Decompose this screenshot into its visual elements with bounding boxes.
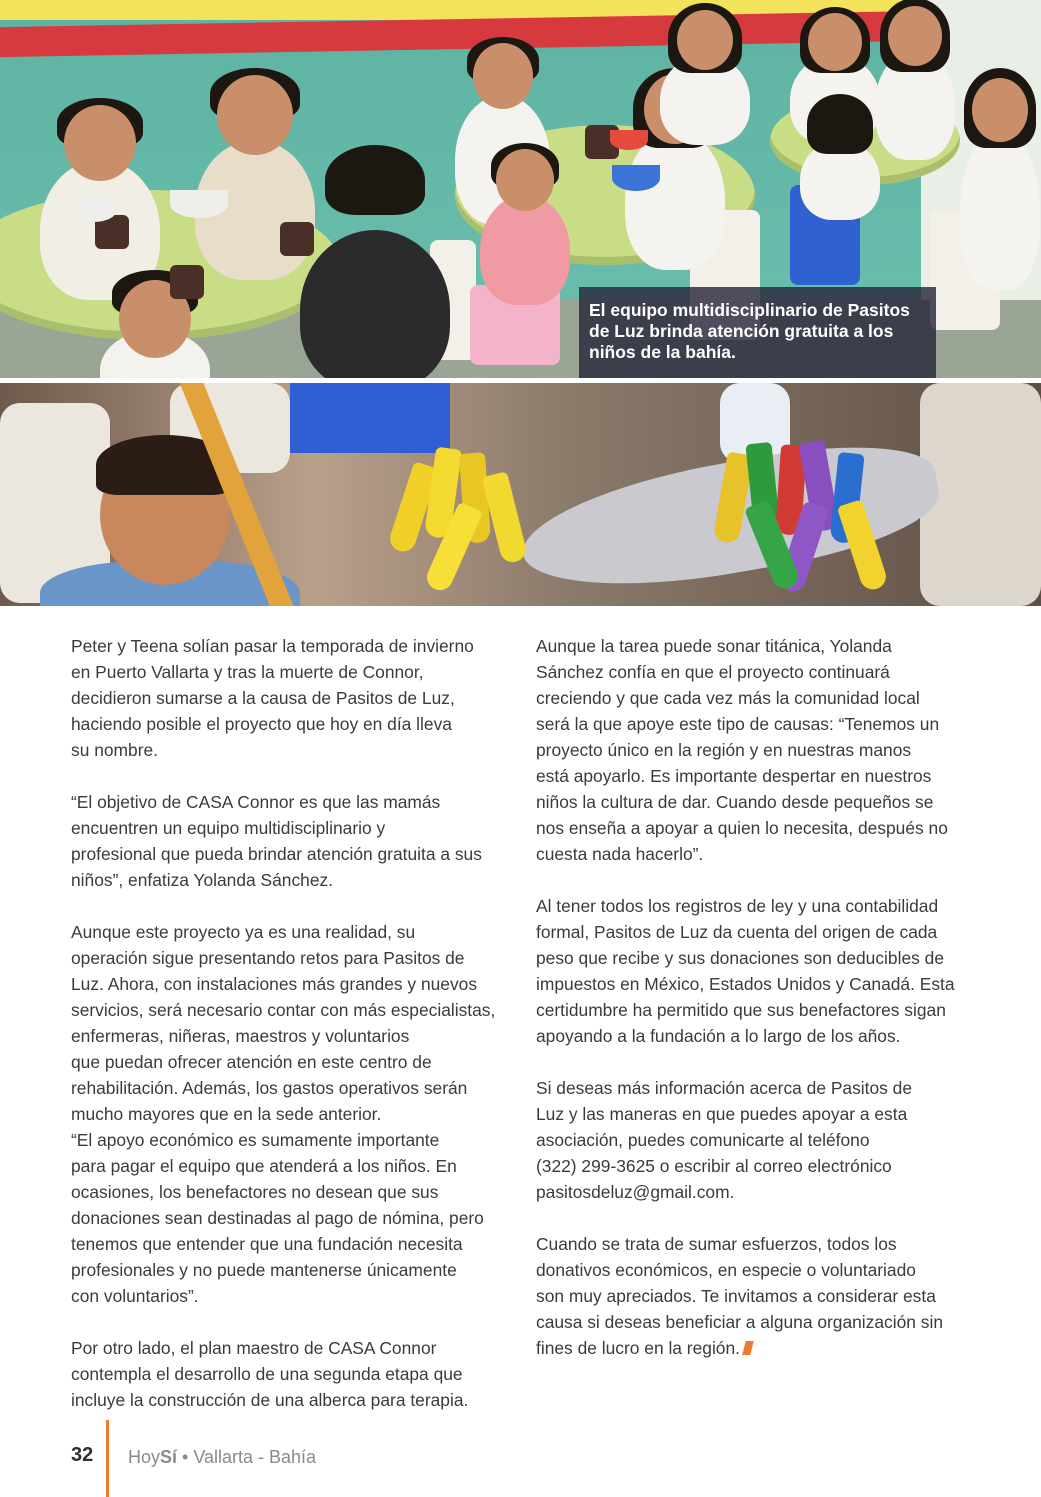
publication-name [128, 1447, 316, 1468]
article-column-left [71, 633, 503, 1439]
article-paragraph: “El apoyo económico es sumamente importante para pagar el equipo que atenderá a los niños. En ocasiones, los benefactores no desean que sus donaciones sean destinadas al pago de nómina, pero tenemos que entender que una fundación necesita profesionales y no puede mantenerse únicamente con voluntarios”. [71, 1130, 484, 1306]
article-paragraph-text: Cuando se trata de sumar esfuerzos, todos los donativos económicos, en especie o voluntariado son muy apreciados. Te invitamos a considerar esta causa si deseas beneficiar a alguna organización sin fines de lucro en la región. [536, 1234, 944, 1358]
brand-prefix: Hoy [128, 1447, 161, 1467]
article-paragraph: Si deseas más información acerca de Pasitos de Luz y las maneras en que puedes apoyar a esta asociación, puedes comunicarte al teléfono (322) 299-3625 o escribir al correo electrónico pasitosdeluz@gmail.com. [536, 1078, 913, 1202]
article-paragraph: Al tener todos los registros de ley y una contabilidad formal, Pasitos de Luz da cuenta del origen de cada peso que recibe y sus donaciones son deducibles de impuestos en México, Estados Unidos y Canadá. Esta certidumbre ha permitido que sus benefactores sigan apoyando a la fundación a lo largo de los años. [536, 896, 955, 1046]
photo-children-eating [0, 0, 1041, 378]
article-paragraph: Aunque la tarea puede sonar titánica, Yolanda Sánchez confía en que el proyecto continuará creciendo y que cada vez más la comunidad local será la que apoye este tipo de causas: “Tenemos un proyecto único en la región y en nuestras manos está apoyarlo. Es importante despertar en nuestros niños la cultura de dar. Cuando desde pequeños se nos enseña a apoyar a quien lo necesita, después no cuesta nada hacerlo”. [536, 636, 948, 864]
article-paragraph: Por otro lado, el plan maestro de CASA Connor contempla el desarrollo de una segunda etapa que incluye la construcción de una alberca para terapia. [71, 1338, 469, 1410]
article-paragraph: Peter y Teena solían pasar la temporada de invierno en Puerto Vallarta y tras la muerte de Connor, decidieron sumarse a la causa de Pasitos de Luz, haciendo posible el proyecto que hoy en día lleva su nombre. [71, 636, 474, 760]
photo-caption: El equipo multidisciplinario de Pasitos de Luz brinda atención gratuita a los niños de la bahía. [579, 287, 936, 378]
article-column-right [536, 633, 966, 1387]
article-paragraph-last [536, 1231, 966, 1361]
end-of-article-mark [742, 1341, 753, 1355]
page-number: 32 [71, 1444, 94, 1466]
footer-divider [106, 1420, 109, 1497]
brand-section: • Vallarta - Bahía [177, 1447, 317, 1467]
article-paragraph: “El objetivo de CASA Connor es que las mamás encuentren un equipo multidisciplinario y profesional que pueda brindar atención gratuita a sus niños”, enfatiza Yolanda Sánchez. [71, 792, 482, 890]
brand-bold: Sí [160, 1447, 178, 1467]
article-paragraph: Aunque este proyecto ya es una realidad, su operación sigue presentando retos para Pasitos de Luz. Ahora, con instalaciones más grandes y nuevos servicios, será necesario contar con más especialistas, enfermeras, niñeras, maestros y voluntarios que puedan ofrecer atención en este centro de rehabilitación. Además, los gastos operativos serán mucho mayores que en la sede anterior. [71, 922, 496, 1124]
photo-pinata [0, 383, 1041, 606]
